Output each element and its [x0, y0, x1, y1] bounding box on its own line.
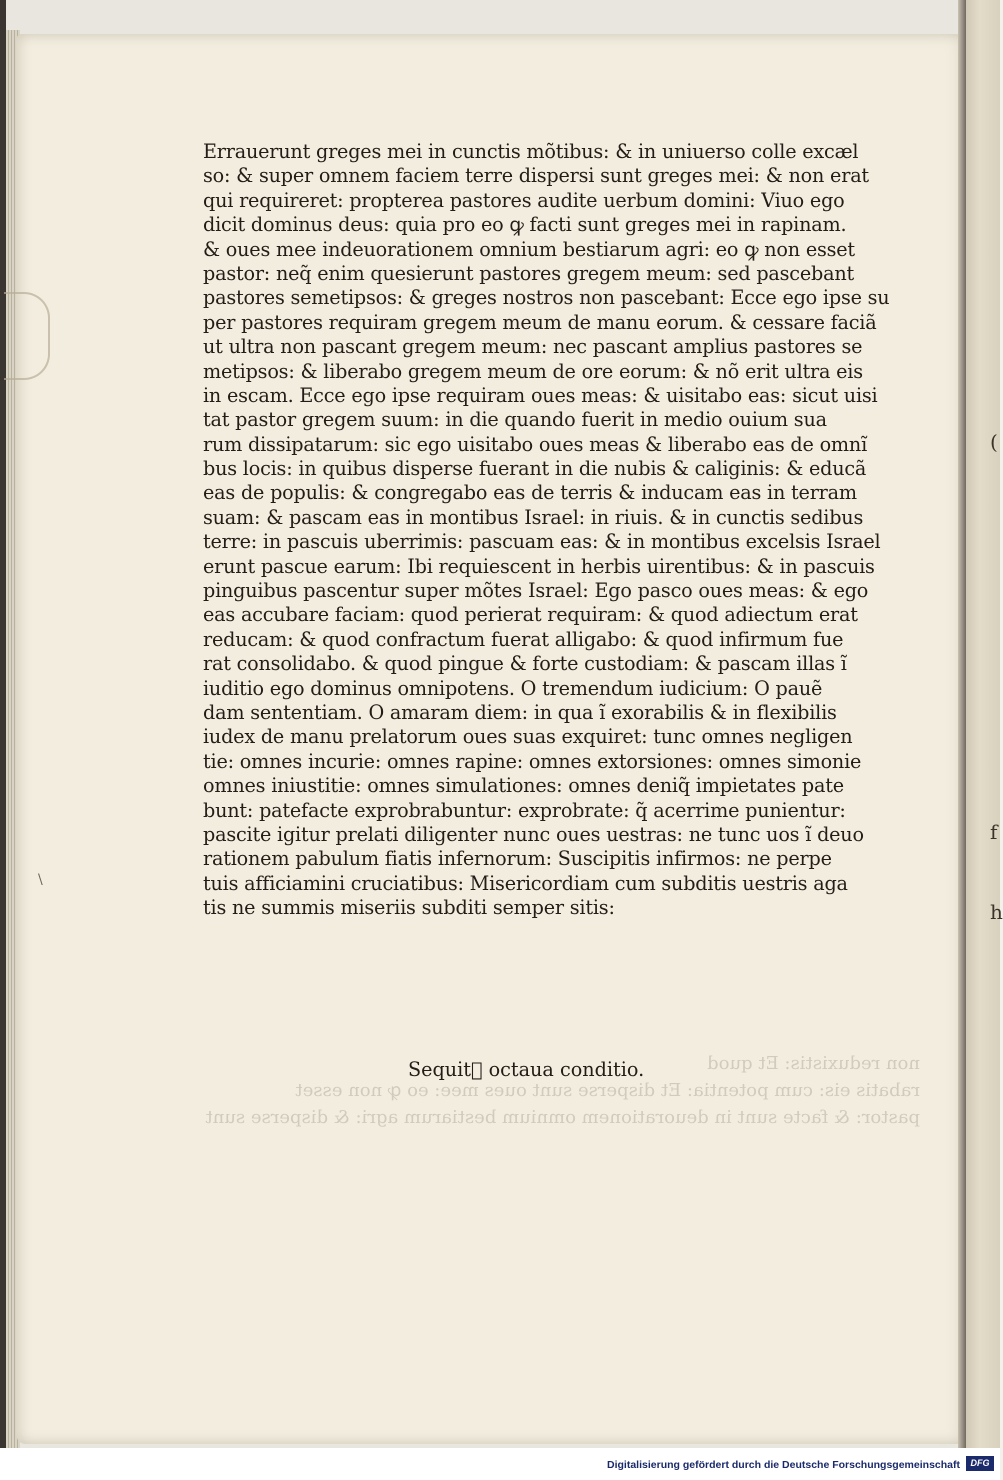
text-line: erunt pascue earum: Ibi requiescent in herbis uirentibus: & in pascuis — [203, 554, 875, 578]
bleed-through-text: non reduxistis: Et quod rabatis eis: cum potentia: Et disperse sunt oues mee: eo ꝙ non esset pastor: & facte sunt in deuorationem omnium bestiarum agri: & disperse sunt — [205, 1053, 920, 1128]
text-line: pastores semetipsos: & greges nostros non pascebant: Ecce ego ipse su — [203, 286, 890, 310]
text-line: tat pastor gregem suum: in die quando fuerit in medio ouium sua — [203, 408, 827, 432]
text-line: in escam. Ecce ego ipse requiram oues meas: & uisitabo eas: sicut uisi — [203, 383, 878, 407]
page-body-text — [203, 140, 915, 921]
text-line: qui requireret: propterea pastores audite uerbum domini: Viuo ego — [203, 188, 845, 212]
stray-mark: \ — [38, 872, 43, 888]
dfg-logo: DFG — [966, 1456, 994, 1471]
text-line: eas de populis: & congregabo eas de terris & inducam eas in terram — [203, 481, 857, 505]
funding-credit: Digitalisierung gefördert durch die Deutsche Forschungsgemeinschaft — [607, 1459, 960, 1471]
text-line: terre: in pascuis uberrimis: pascuam eas: & in montibus excelsis Israel — [203, 530, 881, 554]
text-line: dicit dominus deus: quia pro eo ꝙ facti sunt greges mei in rapinam. — [203, 213, 847, 237]
text-line: dam sententiam. O amaram diem: in qua ĩ exorabilis & in flexibilis — [203, 700, 837, 724]
text-line: metipsos: & liberabo gregem meum de ore eorum: & nõ erit ultra eis — [203, 359, 863, 383]
text-line: rum dissipatarum: sic ego uisitabo oues meas & liberabo eas de omnĩ — [203, 432, 868, 456]
text-line: tis ne summis miseriis subditi semper sitis: — [203, 896, 615, 920]
text-line: bunt: patefacte exprobrabuntur: exprobrate: q̃ acerrime punientur: — [203, 798, 846, 822]
text-line: so: & super omnem faciem terre dispersi sunt greges mei: & non erat — [203, 164, 869, 188]
text-line: tuis afficiamini cruciatibus: Misericordiam cum subditis uestris aga — [203, 871, 848, 895]
text-line: Errauerunt greges mei in cunctis mõtibus: & in uniuerso colle excæl — [203, 140, 859, 163]
next-page-edge: ( f h — [966, 0, 1000, 1448]
text-line: iudex de manu prelatorum oues suas exquiret: tunc omnes negligen — [203, 725, 853, 749]
text-line: pascite igitur prelati diligenter nunc oues uestras: ne tunc uos ĩ deuo — [203, 822, 864, 846]
text-line: rat consolidabo. & quod pingue & forte custodiam: & pascam illas ĩ — [203, 652, 847, 676]
text-line: per pastores requiram gregem meum de manu eorum. & cessare faciã — [203, 310, 877, 334]
clasp-mark — [4, 292, 50, 380]
text-line: pinguibus pascentur super mõtes Israel: Ego pasco oues meas: & ego — [203, 579, 869, 603]
text-line: eas accubare faciam: quod perierat requiram: & quod adiectum erat — [203, 603, 858, 627]
text-line: iuditio ego dominus omnipotens. O tremendum iudicium: O pauẽ — [203, 676, 823, 700]
text-line: ut ultra non pascant gregem meum: nec pascant amplius pastores se — [203, 335, 863, 359]
text-line: pastor: neq̃ enim quesierunt pastores gregem meum: sed pascebant — [203, 261, 854, 285]
text-line: bus locis: in quibus disperse fuerant in die nubis & caliginis: & educã — [203, 457, 867, 481]
text-line: omnes iniustitie: omnes simulationes: omnes deniq̃ impietates pate — [203, 774, 844, 798]
section-heading: Sequit᷑ octaua conditio. — [408, 1058, 645, 1081]
text-line: & oues mee indeuorationem omnium bestiarum agri: eo ꝙ non esset — [203, 237, 855, 261]
text-line: tie: omnes incurie: omnes rapine: omnes extorsiones: omnes simonie — [203, 749, 862, 773]
text-line: suam: & pascam eas in montibus Israel: in riuis. & in cunctis sedibus — [203, 505, 864, 529]
text-line: reducam: & quod confractum fuerat alligabo: & quod infirmum fue — [203, 627, 844, 651]
text-line: rationem pabulum fiatis infernorum: Suscipitis infirmos: ne perpe — [203, 847, 832, 871]
footer-bar — [0, 1448, 1000, 1480]
